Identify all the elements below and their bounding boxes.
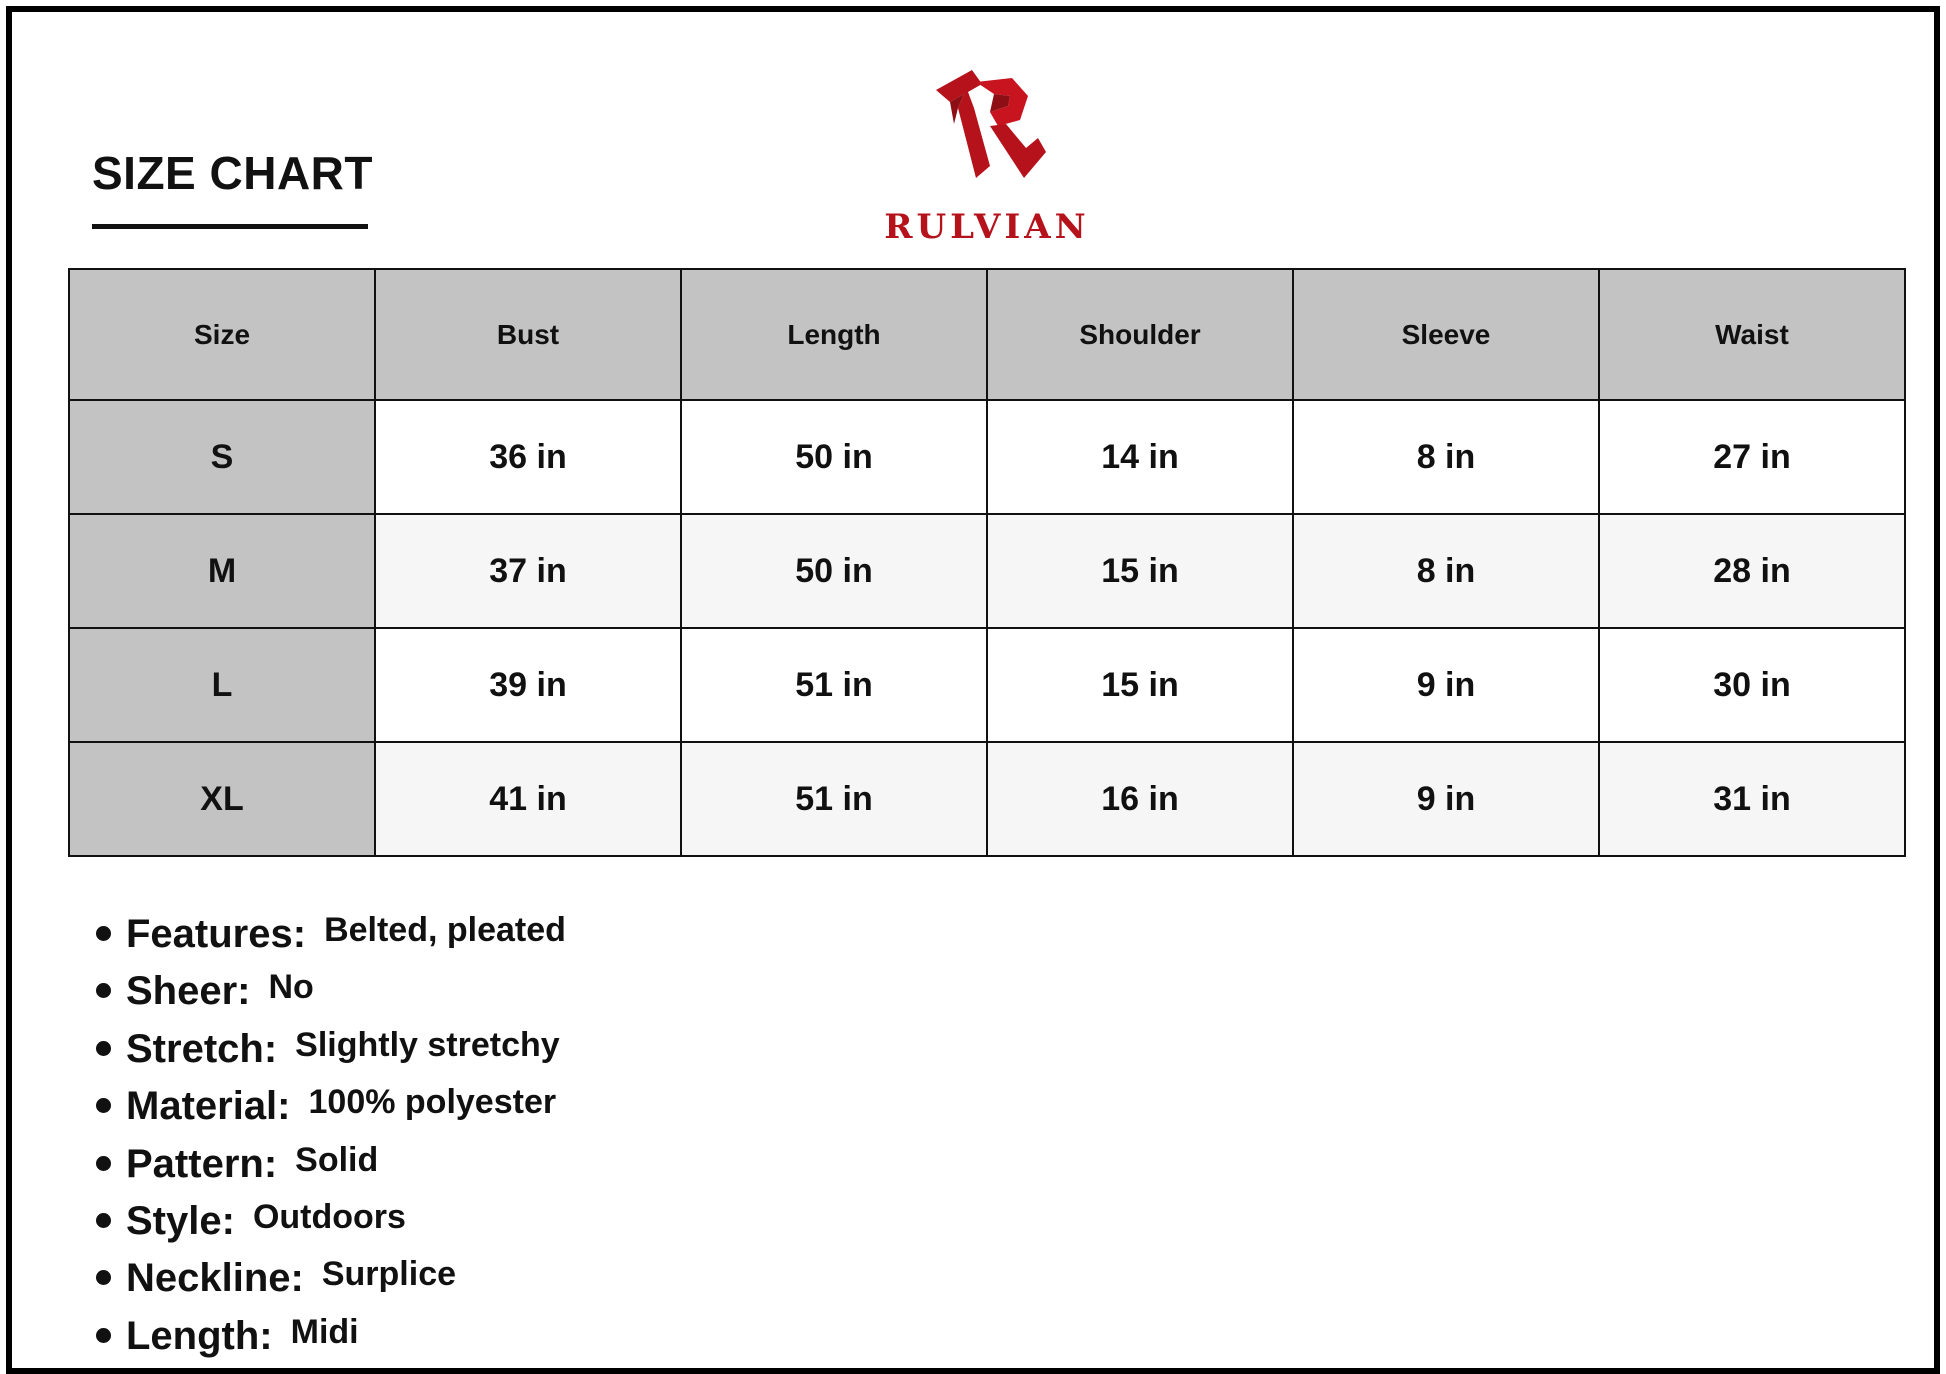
feature-label-text: Neckline: (126, 1256, 304, 1301)
feature-label (126, 969, 314, 1013)
measurement-cell: 9 in (1293, 628, 1599, 742)
column-header-sleeve: Sleeve (1293, 269, 1599, 400)
measurement-cell: 51 in (681, 628, 987, 742)
feature-value: Slightly stretchy (295, 1025, 560, 1064)
measurement-cell: 8 in (1293, 400, 1599, 514)
table-row (69, 628, 1905, 742)
feature-item (96, 1138, 996, 1195)
measurement-cell: 14 in (987, 400, 1293, 514)
feature-label-text: Material: (126, 1084, 291, 1129)
feature-value: Solid (295, 1140, 379, 1179)
measurement-cell: 16 in (987, 742, 1293, 856)
column-header-shoulder: Shoulder (987, 269, 1293, 400)
measurement-cell: 50 in (681, 400, 987, 514)
bullet-icon (96, 1156, 111, 1171)
size-label-cell: L (69, 628, 375, 742)
measurement-cell: 36 in (375, 400, 681, 514)
feature-item (96, 1080, 996, 1137)
brand-logo (872, 68, 1102, 248)
measurement-cell: 28 in (1599, 514, 1905, 628)
size-label-cell: XL (69, 742, 375, 856)
page-title: SIZE CHART (92, 147, 373, 199)
feature-item (96, 1023, 996, 1080)
measurement-cell: 31 in (1599, 742, 1905, 856)
feature-label-text: Pattern: (126, 1141, 278, 1186)
bullet-icon (96, 1041, 111, 1056)
table-body (69, 400, 1905, 856)
feature-label-text: Length: (126, 1313, 273, 1358)
red-r-monogram-icon (928, 68, 1048, 188)
feature-value: 100% polyester (308, 1083, 557, 1122)
measurement-cell: 15 in (987, 514, 1293, 628)
size-chart-table (68, 268, 1906, 857)
table-row (69, 514, 1905, 628)
column-header-length: Length (681, 269, 987, 400)
brand-name: RULVIAN (884, 207, 1090, 247)
bullet-icon (96, 983, 111, 998)
feature-label (126, 1027, 560, 1071)
table-row (69, 400, 1905, 514)
feature-label-text: Features: (126, 912, 307, 956)
table-row (69, 742, 1905, 856)
bullet-icon (96, 1270, 111, 1285)
size-label-cell: M (69, 514, 375, 628)
bullet-icon (96, 1098, 111, 1113)
feature-label (126, 1199, 406, 1243)
feature-item (96, 1252, 996, 1309)
feature-value: Belted, pleated (324, 911, 566, 949)
feature-label (126, 1084, 556, 1128)
bullet-icon (96, 1328, 111, 1343)
feature-label-text: Stretch: (126, 1026, 278, 1071)
measurement-cell: 41 in (375, 742, 681, 856)
measurement-cell: 9 in (1293, 742, 1599, 856)
title-underline (92, 224, 368, 229)
bullet-icon (96, 1213, 111, 1228)
feature-label-text: Sheer: (126, 969, 251, 1014)
measurement-cell: 15 in (987, 628, 1293, 742)
measurement-cell: 37 in (375, 514, 681, 628)
column-header-bust: Bust (375, 269, 681, 400)
feature-label (126, 1142, 378, 1186)
feature-list (96, 908, 996, 1367)
feature-item (96, 1195, 996, 1252)
feature-item (96, 1310, 996, 1367)
feature-label (126, 1314, 359, 1358)
page-frame (6, 6, 1940, 1374)
measurement-cell: 50 in (681, 514, 987, 628)
feature-label-text: Style: (126, 1198, 235, 1243)
feature-item (96, 965, 996, 1022)
feature-value: Surplice (321, 1255, 457, 1294)
column-header-waist: Waist (1599, 269, 1905, 400)
measurement-cell: 39 in (375, 628, 681, 742)
size-label-cell: S (69, 400, 375, 514)
feature-value: Outdoors (252, 1197, 406, 1236)
column-header-size: Size (69, 269, 375, 400)
feature-value: No (268, 968, 314, 1007)
table-header-row (69, 269, 1905, 400)
measurement-cell: 27 in (1599, 400, 1905, 514)
feature-item (96, 908, 996, 965)
feature-label (126, 1256, 456, 1300)
measurement-cell: 51 in (681, 742, 987, 856)
feature-label (126, 912, 566, 956)
bullet-icon (96, 926, 111, 941)
measurement-cell: 8 in (1293, 514, 1599, 628)
measurement-cell: 30 in (1599, 628, 1905, 742)
feature-value: Midi (290, 1312, 359, 1351)
